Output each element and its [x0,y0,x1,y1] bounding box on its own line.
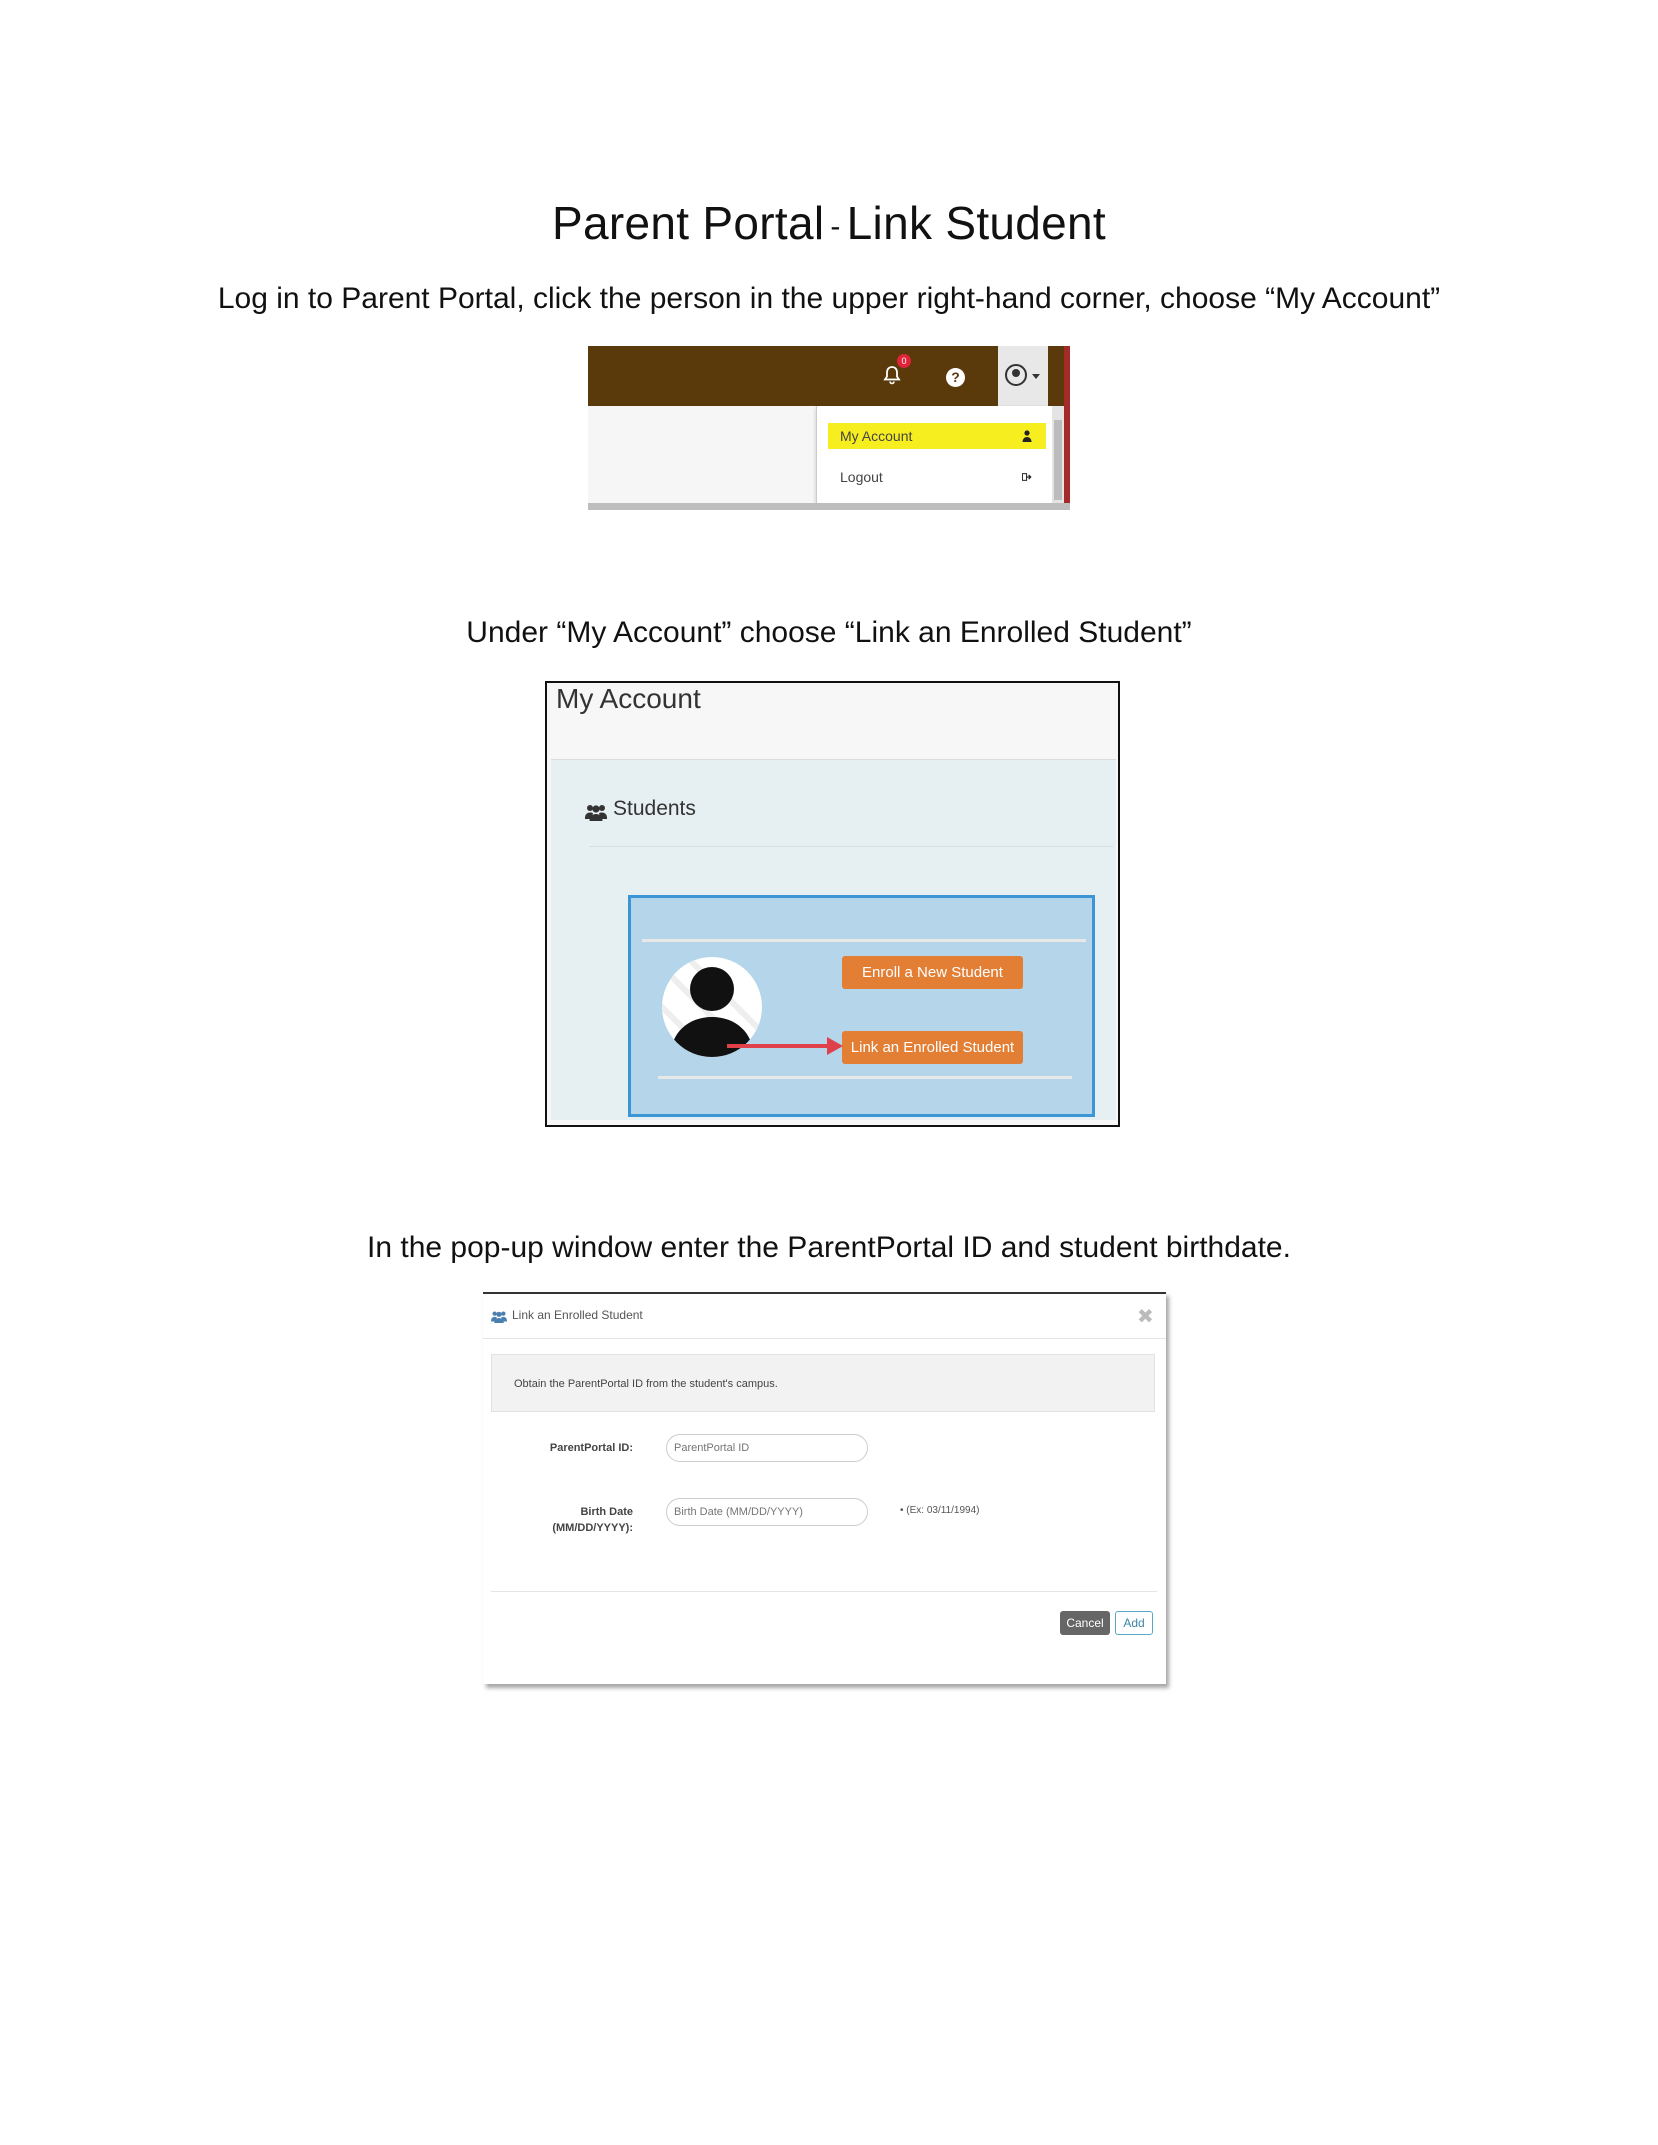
page-title [0,196,1658,250]
screenshot-account-menu [588,346,1070,510]
dialog-footer-divider [491,1591,1157,1592]
screenshot-link-dialog [483,1292,1166,1684]
my-account-heading: My Account [556,683,701,714]
horizontal-scrollbar[interactable] [588,503,1070,510]
users-icon [491,1310,507,1323]
title-dash: - [830,209,841,243]
red-arrow-icon [727,1033,847,1057]
cancel-button[interactable]: Cancel [1060,1611,1110,1635]
birth-date-input[interactable] [666,1498,868,1526]
link-enrolled-student-button[interactable]: Link an Enrolled Student [842,1031,1023,1064]
info-text: Obtain the ParentPortal ID from the student's campus. [514,1378,778,1390]
menu-item-label: My Account [840,428,913,444]
card-divider-top [642,939,1086,942]
birth-date-example: • (Ex: 03/11/1994) [900,1505,980,1516]
parentportal-id-input[interactable] [666,1434,868,1462]
notification-badge: 0 [897,354,911,368]
bell-icon[interactable] [881,364,903,386]
screenshot-my-account [545,681,1120,1127]
caret-down-icon [1032,374,1040,379]
step-3-instruction: In the pop-up window enter the ParentPortal ID and student birthdate. [367,1231,1291,1264]
page-background [588,406,816,505]
menu-item-my-account[interactable] [828,423,1046,449]
users-icon [585,803,607,821]
window-edge [1064,346,1070,506]
info-alert [491,1354,1155,1412]
birth-date-label [483,1504,633,1536]
person-icon [1022,430,1032,442]
help-icon[interactable]: ? [946,368,965,387]
scrollbar-thumb[interactable] [1054,420,1062,500]
title-main: Parent Portal [551,197,825,249]
user-circle-icon[interactable] [1005,364,1027,386]
menu-item-label: Logout [840,469,883,485]
step-1-instruction: Log in to Parent Portal, click the person in the upper right-hand corner, choose “My Account” [217,282,1441,315]
step-2-instruction: Under “My Account” choose “Link an Enrolled Student” [466,616,1192,649]
card-divider-bottom [658,1076,1072,1079]
students-section-label: Students [613,797,696,820]
birth-date-label-line2: (MM/DD/YYYY): [552,1522,633,1534]
dialog-header-divider [483,1338,1166,1339]
dialog-title: Link an Enrolled Student [512,1308,643,1322]
parentportal-id-label: ParentPortal ID: [549,1442,633,1454]
user-dropdown-menu [816,406,1053,506]
add-button[interactable]: Add [1115,1611,1153,1635]
birth-date-label-line1: Birth Date [580,1506,633,1518]
section-divider [589,846,1113,847]
title-sub: Link Student [846,197,1107,249]
enroll-new-student-button[interactable]: Enroll a New Student [842,956,1023,989]
menu-item-logout[interactable] [828,464,1046,490]
logout-icon [1022,471,1032,483]
close-icon[interactable]: ✖ [1137,1306,1154,1328]
